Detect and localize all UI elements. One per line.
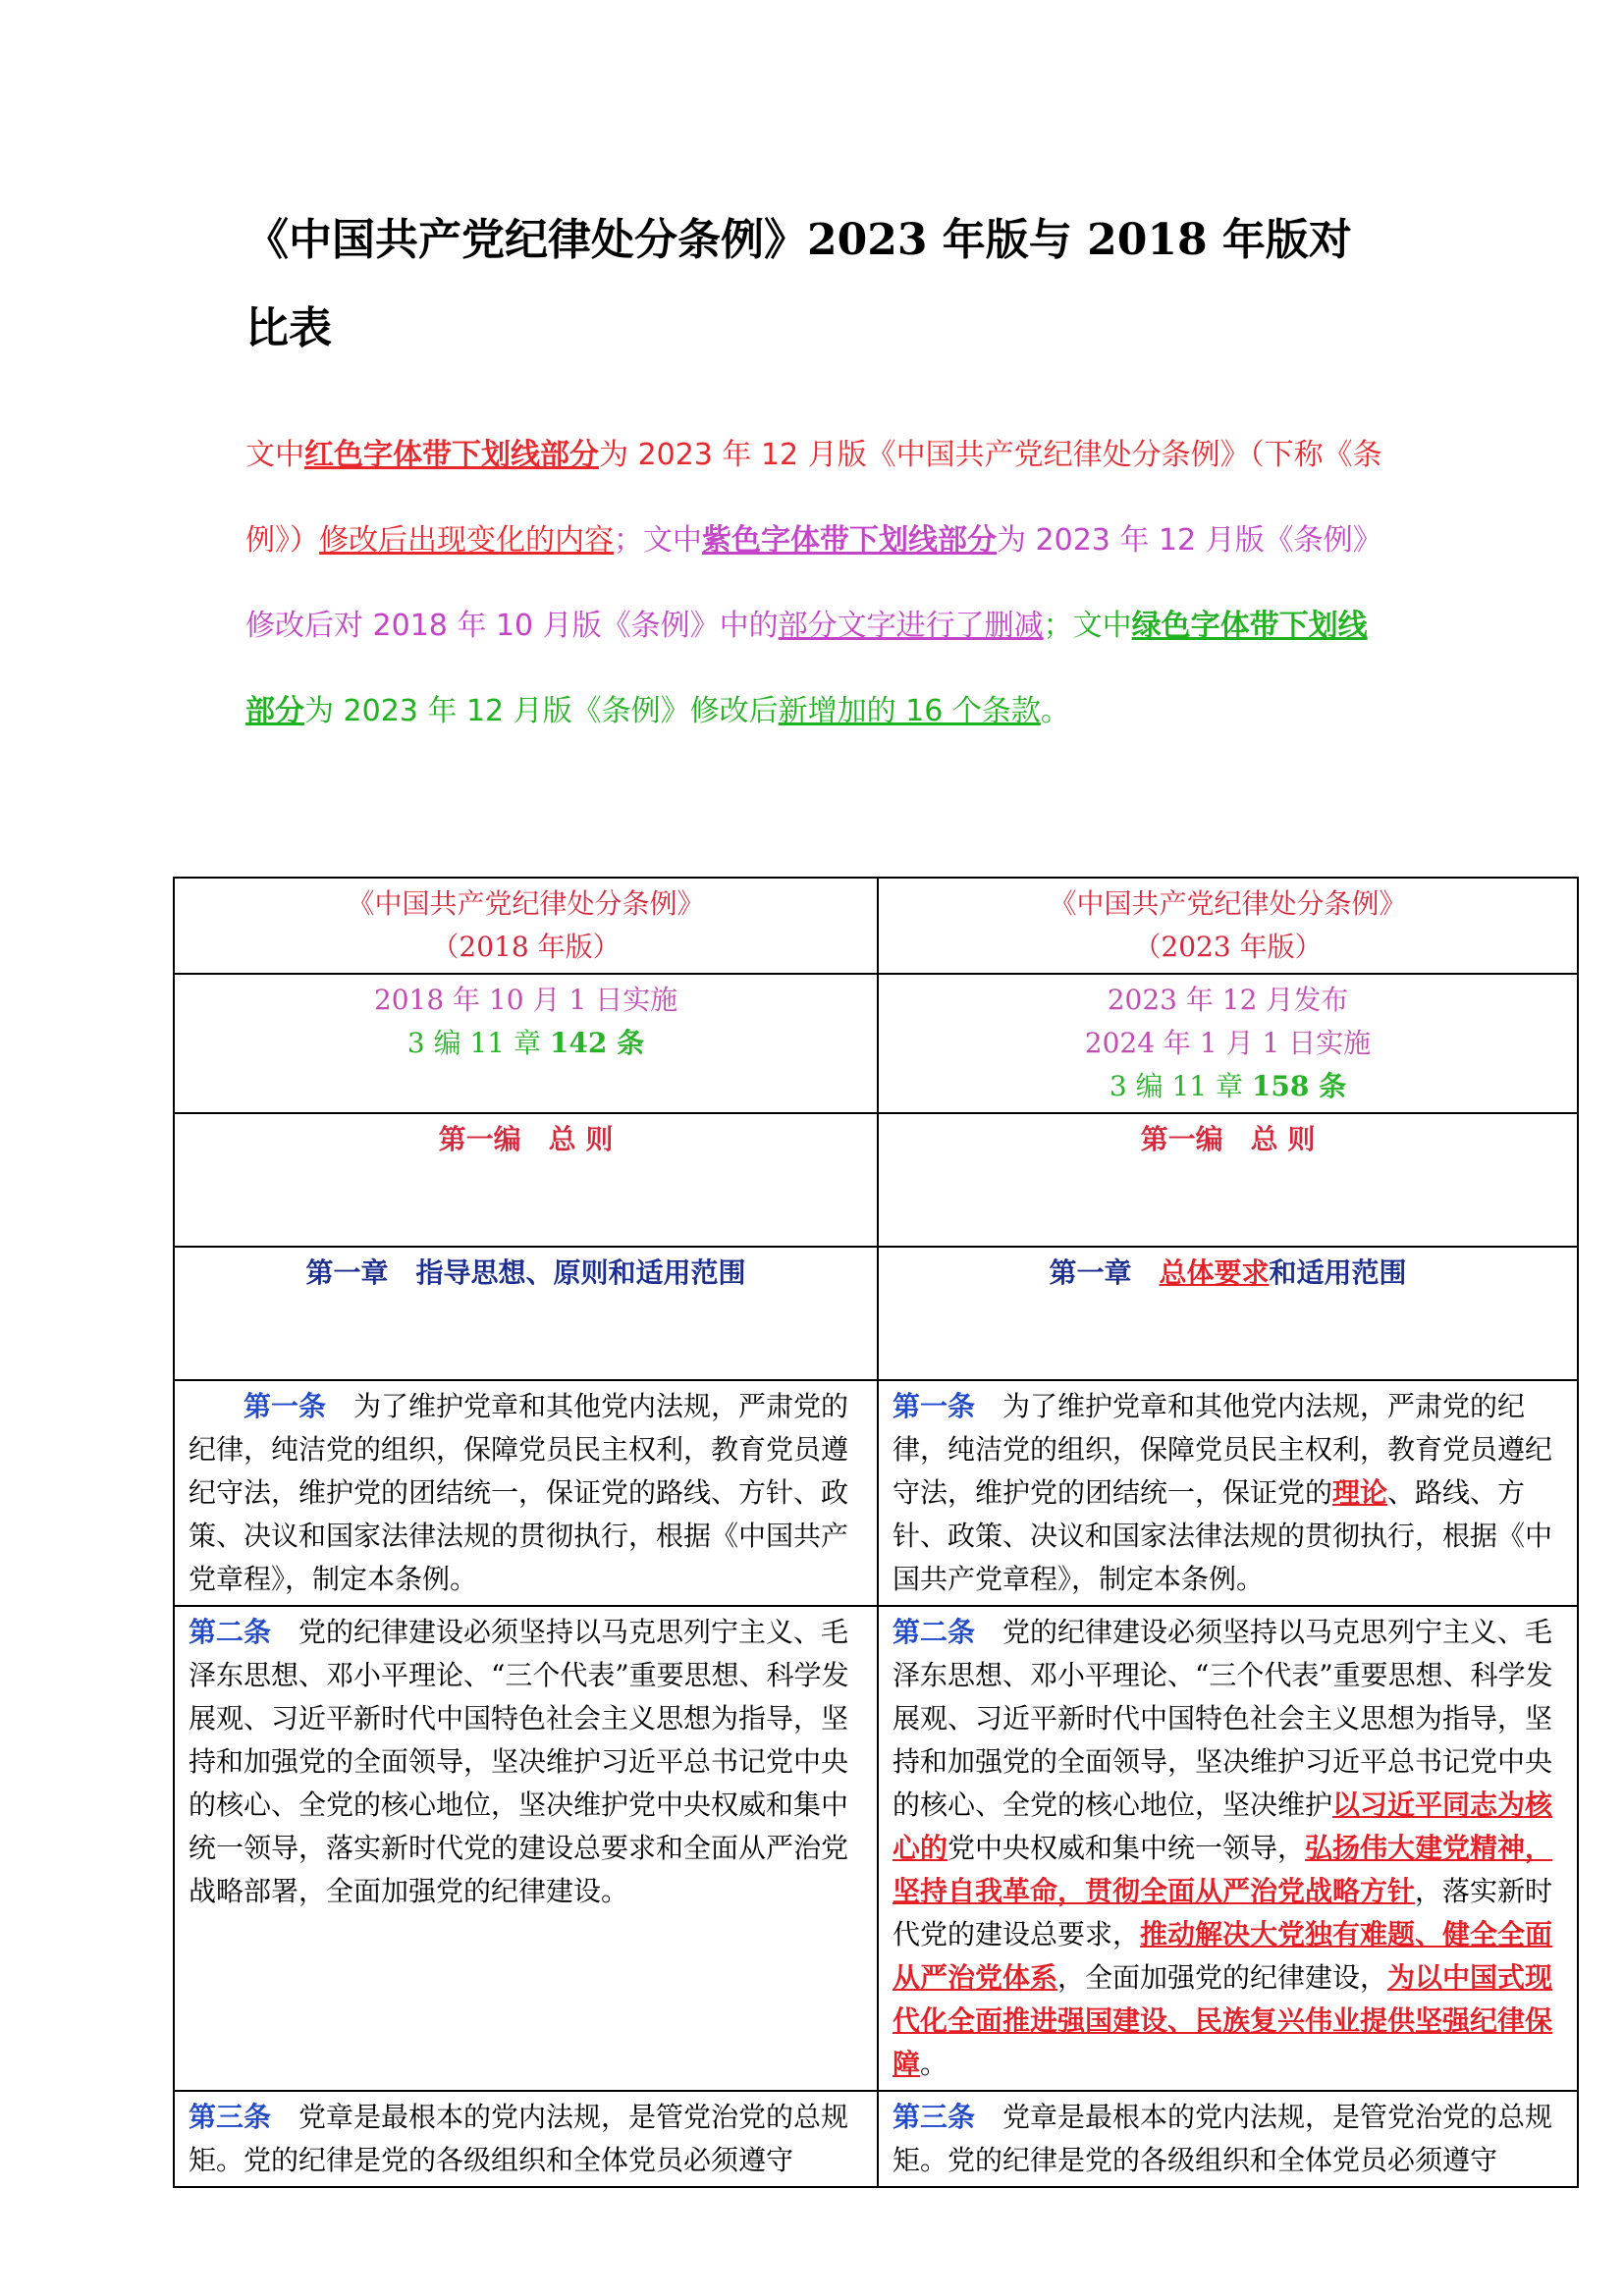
table-row (174, 1606, 1578, 2091)
table-part-row (174, 1113, 1578, 1247)
comparison-table (173, 877, 1579, 2188)
article-text: 党的纪律建设必须坚持以马克思列宁主义、毛泽东思想、邓小平理论、“三个代表”重要思想、科学发展观、习近平新时代中国特色社会主义思想为指导，坚持和加强党的全面领导，坚决维护习近平总书记党中央的核心、全党的核心地位，坚决维护 (893, 1616, 1553, 1821)
left-meta-date: 2018 年 10 月 1 日实施 (373, 984, 678, 1016)
right-meta-cell (878, 974, 1578, 1113)
right-header-title: 《中国共产党纪律处分条例》 (1049, 887, 1407, 920)
document-title: 《中国共产党纪律处分条例》2023 年版与 2018 年版对比表 (245, 215, 1352, 353)
right-chapter-changed: 总体要求 (1159, 1256, 1270, 1289)
article-text: ，落实新时代党的建设总要求， (893, 1875, 1553, 1950)
article-text: 党章是最根本的党内法规，是管党治党的总规矩。党的纪律是党的各级组织和全体党员必须遵守 (893, 2101, 1553, 2176)
left-meta-count: 142 条 (549, 1027, 645, 1059)
intro-text: ；文中 (614, 523, 702, 558)
left-chapter-heading: 第一章 指导思想、原则和适用范围 (174, 1247, 878, 1380)
intro-text: 为 2023 年 12 月版《中国共产党纪律处分条例》（下称《条例》） (245, 438, 1382, 558)
intro-text: 为 2023 年 12 月版《条例》修改后 (304, 694, 779, 728)
intro-purple-desc: 部分文字进行了删减 (778, 609, 1044, 643)
left-article-3 (174, 2091, 878, 2187)
intro-green-label: 绿色字体带下划线部分 (245, 609, 1368, 728)
table-chapter-row (174, 1247, 1578, 1380)
article-text: ，全面加强党的纪律建设， (1057, 1961, 1388, 1994)
left-article-1 (174, 1380, 878, 1606)
right-header-year: （2023 年版） (1133, 931, 1323, 963)
left-meta-cell (174, 974, 878, 1113)
article-changed-text: 以习近平同志为核心的 (893, 1789, 1553, 1864)
left-header-cell (174, 878, 878, 974)
intro-red-label: 红色字体带下划线部分 (304, 438, 599, 472)
left-meta-structure (189, 1022, 863, 1065)
intro-text: 。 (1040, 694, 1070, 728)
left-article-2 (174, 1606, 878, 2091)
table-row (174, 2091, 1578, 2187)
article-text: 党中央权威和集中统一领导， (947, 1832, 1306, 1864)
right-article-3 (878, 2091, 1578, 2187)
right-chapter-suffix: 和适用范围 (1269, 1256, 1407, 1289)
intro-red-desc: 修改后出现变化的内容 (319, 523, 614, 558)
table-meta-row (174, 974, 1578, 1113)
left-meta-chapters: 3 编 11 章 (406, 1027, 542, 1059)
table-header-row (174, 878, 1578, 974)
article-changed-text: 为以中国式现代化全面推进强国建设、民族复兴伟业提供坚强纪律保障 (893, 1961, 1553, 2080)
intro-paragraph (245, 412, 1384, 754)
intro-text: 文中 (245, 438, 304, 472)
right-meta-chapters: 3 编 11 章 (1109, 1070, 1244, 1102)
article-changed-text: 推动解决大党独有难题、健全全面从严治党体系 (893, 1918, 1553, 1994)
intro-text: 为 2023 年 12 月版《条例》修改后对 2018 年 10 月版《条例》中的 (245, 523, 1382, 643)
article-text: 、路线、方针、政策、决议和国家法律法规的贯彻执行，根据《中国共产党章程》，制定本条例。 (893, 1476, 1553, 1595)
left-header-title: 《中国共产党纪律处分条例》 (347, 887, 705, 920)
intro-green-desc: 新增加的 16 个条款 (778, 694, 1041, 728)
article-changed-text: 理论 (1332, 1476, 1388, 1509)
article-number: 第三条 (189, 2101, 272, 2133)
right-meta-count: 158 条 (1251, 1070, 1347, 1102)
intro-purple-label: 紫色字体带下划线部分 (702, 523, 997, 558)
right-article-1 (878, 1380, 1578, 1606)
article-number: 第二条 (893, 1616, 976, 1648)
right-article-2 (878, 1606, 1578, 2091)
left-header-year: （2018 年版） (431, 931, 621, 963)
article-text: 党的纪律建设必须坚持以马克思列宁主义、毛泽东思想、邓小平理论、“三个代表”重要思想、科学发展观、习近平新时代中国特色社会主义思想为指导，坚持和加强党的全面领导，坚决维护习近平总书记党中央的核心、全党的核心地位，坚决维护党中央权威和集中统一领导，落实新时代党的建设总要求和全面从严治党战略部署，全面加强党的纪律建设。 (189, 1616, 849, 1907)
left-part-heading: 第一编 总 则 (174, 1113, 878, 1247)
right-part-heading: 第一编 总 则 (878, 1113, 1578, 1247)
article-number: 第一条 (893, 1390, 976, 1422)
right-meta-effective: 2024 年 1 月 1 日实施 (1084, 1027, 1372, 1059)
article-text: 为了维护党章和其他党内法规，严肃党的纪律，纯洁党的组织，保障党员民主权利，教育党员遵纪守法，维护党的团结统一，保证党的路线、方针、政策、决议和国家法律法规的贯彻执行，根据《中国共产党章程》，制定本条例。 (189, 1390, 849, 1595)
article-text: 党章是最根本的党内法规，是管党治党的总规矩。党的纪律是党的各级组织和全体党员必须遵守 (189, 2101, 849, 2176)
article-text: 为了维护党章和其他党内法规，严肃党的纪律，纯洁党的组织，保障党员民主权利，教育党员遵纪守法，维护党的团结统一，保证党的 (893, 1390, 1553, 1509)
right-meta-structure (893, 1065, 1563, 1108)
right-header-cell (878, 878, 1578, 974)
intro-text: ；文中 (1043, 609, 1132, 643)
article-number: 第二条 (189, 1616, 272, 1648)
right-meta-published: 2023 年 12 月发布 (1107, 984, 1349, 1016)
article-text: 。 (920, 2048, 948, 2080)
right-chapter-heading (878, 1247, 1578, 1380)
table-row (174, 1380, 1578, 1606)
right-chapter-prefix: 第一章 (1049, 1256, 1160, 1289)
article-number: 第三条 (893, 2101, 976, 2133)
article-number: 第一条 (244, 1390, 327, 1422)
article-changed-text: 弘扬伟大建党精神，坚持自我革命，贯彻全面从严治党战略方针 (893, 1832, 1553, 1907)
